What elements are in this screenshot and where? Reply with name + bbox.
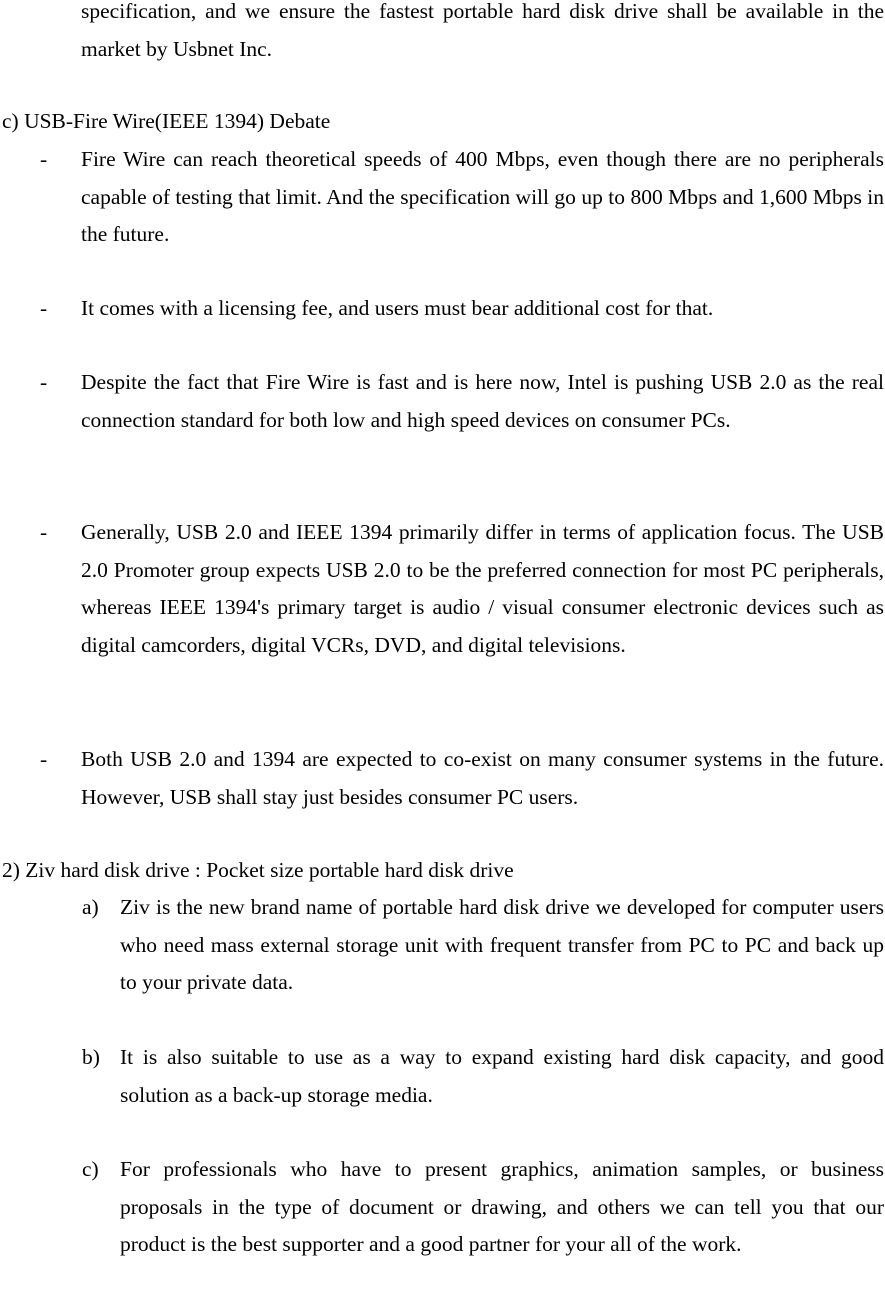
bullet-marker: - <box>40 520 48 544</box>
section-c-heading: c) USB-Fire Wire(IEEE 1394) Debate <box>2 109 331 133</box>
bullet-marker: - <box>40 147 48 171</box>
bullet-marker: - <box>40 296 48 320</box>
bullet-text: Fire Wire can reach theoretical speeds of 400 Mbps, even though there are no peripherals capable of testing that limit. And the specification will go up to 800 Mbps and 1,600 Mbps in the future. <box>81 147 884 246</box>
list-item-text: It is also suitable to use as a way to expand existing hard disk capacity, and good solution as a back-up storage media. <box>120 1045 884 1107</box>
list-item-marker: b) <box>82 1045 100 1069</box>
bullet-text: It comes with a licensing fee, and users must bear additional cost for that. <box>81 296 714 320</box>
list-item-marker: c) <box>82 1157 99 1181</box>
list-item-marker: a) <box>82 895 99 919</box>
bullet-marker: - <box>40 370 48 394</box>
list-item-text: For professionals who have to present graphics, animation samples, or business proposals in the type of document or drawing, and others we can tell you that our product is the best supporter and a good partner for your all of the work. <box>120 1157 884 1256</box>
section-2-heading: 2) Ziv hard disk drive : Pocket size portable hard disk drive <box>2 858 514 882</box>
bullet-text: Despite the fact that Fire Wire is fast and is here now, Intel is pushing USB 2.0 as the real connection standard for both low and high speed devices on consumer PCs. <box>81 370 884 432</box>
bullet-marker: - <box>40 747 48 771</box>
bullet-text: Both USB 2.0 and 1394 are expected to co-exist on many consumer systems in the future. However, USB shall stay just besides consumer PC users. <box>81 747 884 809</box>
list-item-text: Ziv is the new brand name of portable hard disk drive we developed for computer users who need mass external storage unit with frequent transfer from PC to PC and back up to your private data. <box>120 895 884 994</box>
bullet-text: Generally, USB 2.0 and IEEE 1394 primarily differ in terms of application focus. The USB 2.0 Promoter group expects USB 2.0 to be the preferred connection for most PC peripherals, whereas IEEE 1394's primary target is audio / visual consumer electronic devices such as digital camcorders, digital VCRs, DVD, and digital televisions. <box>81 520 884 657</box>
intro-paragraph: specification, and we ensure the fastest portable hard disk drive shall be available in the market by Usbnet Inc. <box>81 0 884 61</box>
